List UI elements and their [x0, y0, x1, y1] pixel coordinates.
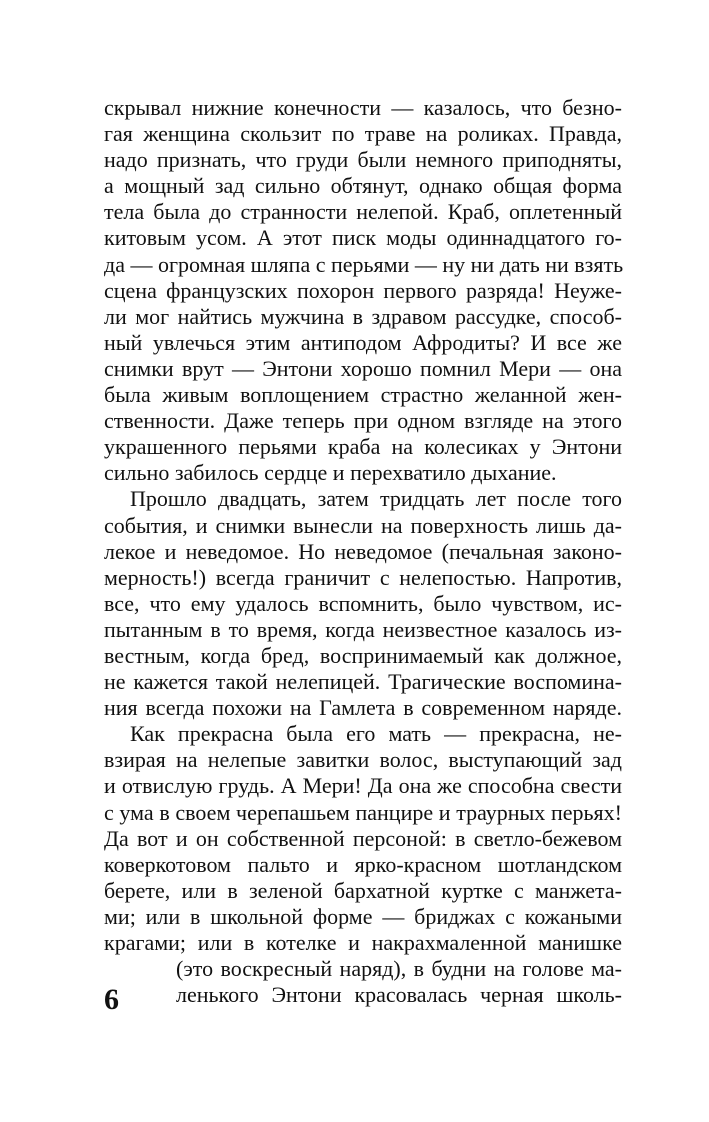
- text-line: да — огромная шляпа с перьями — ну ни дать ни взять: [104, 251, 624, 277]
- text-line: а мощный зад сильно обтянут, однако общая форма: [104, 173, 622, 199]
- page-number: 6: [104, 983, 119, 1016]
- text-line: китовым усом. А этот писк моды одиннадцатого го-: [104, 225, 622, 251]
- text-line: ния всегда похожи на Гамлета в современном наряде.: [104, 695, 622, 721]
- paragraph-first-line: Как прекрасна была его мать — прекрасна, не-: [130, 721, 622, 747]
- text-line: не кажется такой нелепицей. Трагические воспомина-: [104, 669, 622, 695]
- text-line: и отвислую грудь. А Мери! Да она же способна свести: [104, 773, 622, 799]
- text-line: украшенного перьями краба на колесиках у Энтони: [104, 434, 622, 460]
- text-line: ный увлечься этим антиподом Афродиты? И все же: [104, 329, 622, 355]
- text-line: берете, или в зеленой бархатной куртке с манжета-: [104, 877, 622, 903]
- text-line: сцена французских похорон первого разряда! Неуже-: [104, 277, 622, 303]
- text-line: была живым воплощением страстно желанной жен-: [104, 382, 622, 408]
- text-line: ми; или в школьной форме — бриджах с кожаными: [104, 903, 622, 929]
- text-line: ленького Энтони красовалась черная школь-: [176, 982, 622, 1008]
- text-line: коверкотовом пальто и ярко-красном шотландском: [104, 851, 622, 877]
- text-line: сильно забилось сердце и перехватило дыхание.: [104, 460, 557, 486]
- text-line: (это воскресный наряд), в будни на голове ма-: [176, 956, 622, 982]
- text-line: вестным, когда бред, воспринимаемый как должное,: [104, 642, 622, 668]
- text-line: снимки врут — Энтони хорошо помнил Мери — она: [104, 355, 622, 381]
- text-line: крагами; или в котелке и накрахмаленной манишке: [104, 930, 622, 955]
- paragraph-first-line: Прошло двадцать, затем тридцать лет после того: [130, 486, 622, 512]
- text-line: Да вот и он собственной персоной: в светло-бежевом: [104, 825, 622, 851]
- text-line: скрывал нижние конечности — казалось, что безно-: [104, 95, 622, 120]
- text-line: ли мог найтись мужчина в здравом рассудке, способ-: [104, 303, 622, 329]
- text-line: лекое и неведомое. Но неведомое (печальная законо-: [104, 538, 622, 564]
- text-line: все, что ему удалось вспомнить, было чувством, ис-: [104, 590, 622, 616]
- text-line: мерность!) всегда граничит с нелепостью. Напротив,: [104, 564, 622, 590]
- text-line: гая женщина скользит по траве на роликах. Правда,: [104, 121, 622, 147]
- text-line: события, и снимки вынесли на поверхность лишь да-: [104, 512, 622, 538]
- text-line: взирая на нелепые завитки волос, выступающий зад: [104, 747, 622, 773]
- text-line: с ума в своем черепашьем панцире и траурных перьях!: [104, 799, 622, 825]
- text-line: ственности. Даже теперь при одном взгляде на этого: [104, 408, 622, 434]
- body-text: [104, 95, 622, 1008]
- text-line: тела была до странности нелепой. Краб, оплетенный: [104, 199, 622, 225]
- text-line: надо признать, что груди были немного приподняты,: [104, 147, 622, 173]
- text-line: пытанным в то время, когда неизвестное казалось из-: [104, 616, 622, 642]
